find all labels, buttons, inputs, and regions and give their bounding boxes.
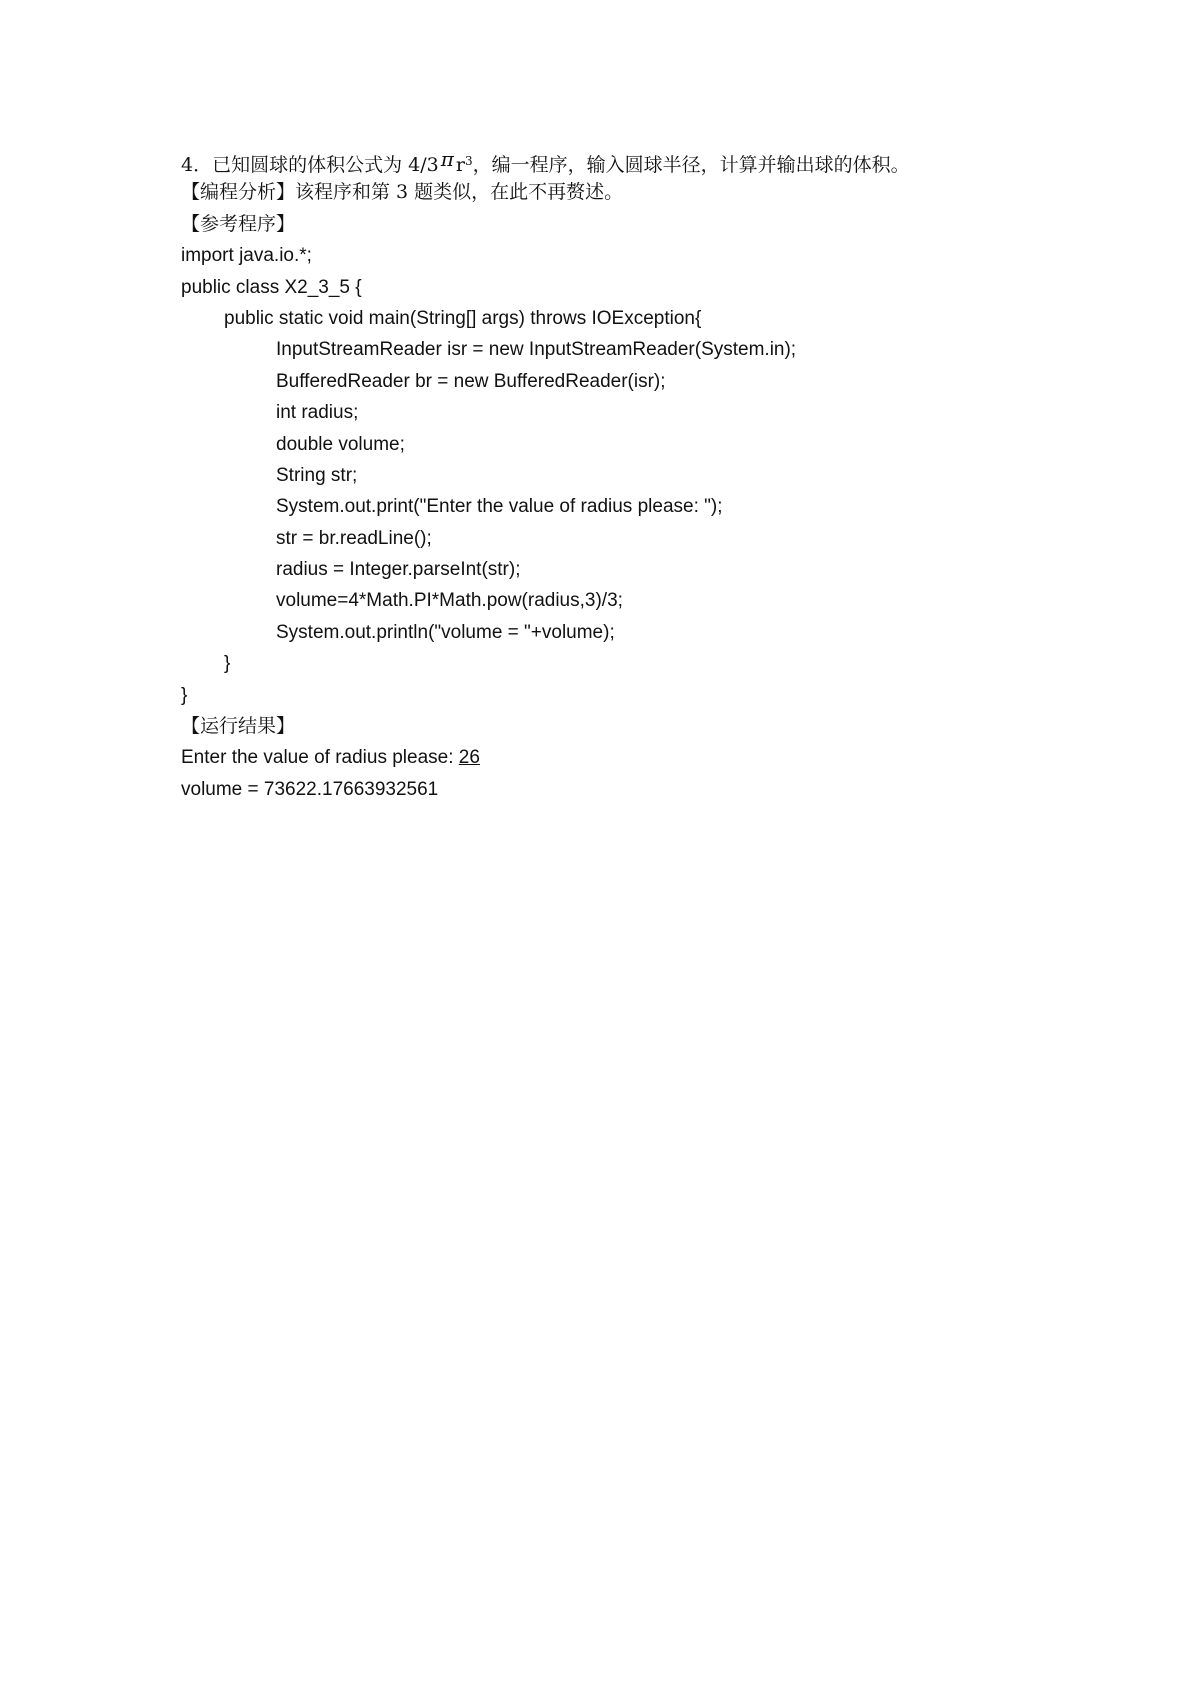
reference-heading: 【参考程序】 <box>181 212 296 235</box>
code-line: } <box>224 653 231 675</box>
code-line: public class X2_3_5 { <box>181 276 362 298</box>
code-line: String str; <box>276 464 358 486</box>
analysis-heading: 【编程分析】 <box>181 181 296 204</box>
question-line <box>181 146 1061 177</box>
radius-symbol: r <box>455 154 465 176</box>
code-line: System.out.println("volume = "+volume); <box>276 621 615 643</box>
exponent: 3 <box>464 154 473 168</box>
code-line: } <box>181 684 188 706</box>
code-line: InputStreamReader isr = new InputStreamReader(System.in); <box>276 339 797 361</box>
code-line: volume=4*Math.PI*Math.pow(radius,3)/3; <box>276 590 623 612</box>
code-line: import java.io.*; <box>181 245 312 267</box>
question-number: 4． <box>181 154 213 176</box>
analysis-line <box>181 177 1061 208</box>
code-line: str = br.readLine(); <box>276 527 432 549</box>
pi-symbol: π <box>440 147 454 171</box>
question-text-after: ，编一程序，输入圆球半径，计算并输出球的体积。 <box>472 154 910 176</box>
code-line: System.out.print("Enter the value of radius please: "); <box>276 496 723 518</box>
analysis-text: 该程序和第 3 题类似，在此不再赘述。 <box>295 181 624 204</box>
code-line: double volume; <box>276 433 405 455</box>
code-line: int radius; <box>276 402 359 424</box>
code-line: public static void main(String[] args) throws IOException{ <box>224 307 702 329</box>
code-line: BufferedReader br = new BufferedReader(isr); <box>276 370 666 392</box>
question-text-before: 已知圆球的体积公式为 4/3 <box>212 154 439 176</box>
result-heading: 【运行结果】 <box>181 715 296 738</box>
document-page <box>181 146 1061 805</box>
code-line: radius = Integer.parseInt(str); <box>276 559 521 581</box>
result-output-line: volume = 73622.17663932561 <box>181 778 439 800</box>
result-input-value: 26 <box>458 747 480 769</box>
result-prompt: Enter the value of radius please: <box>181 747 459 769</box>
result-prompt-line <box>181 742 1061 773</box>
